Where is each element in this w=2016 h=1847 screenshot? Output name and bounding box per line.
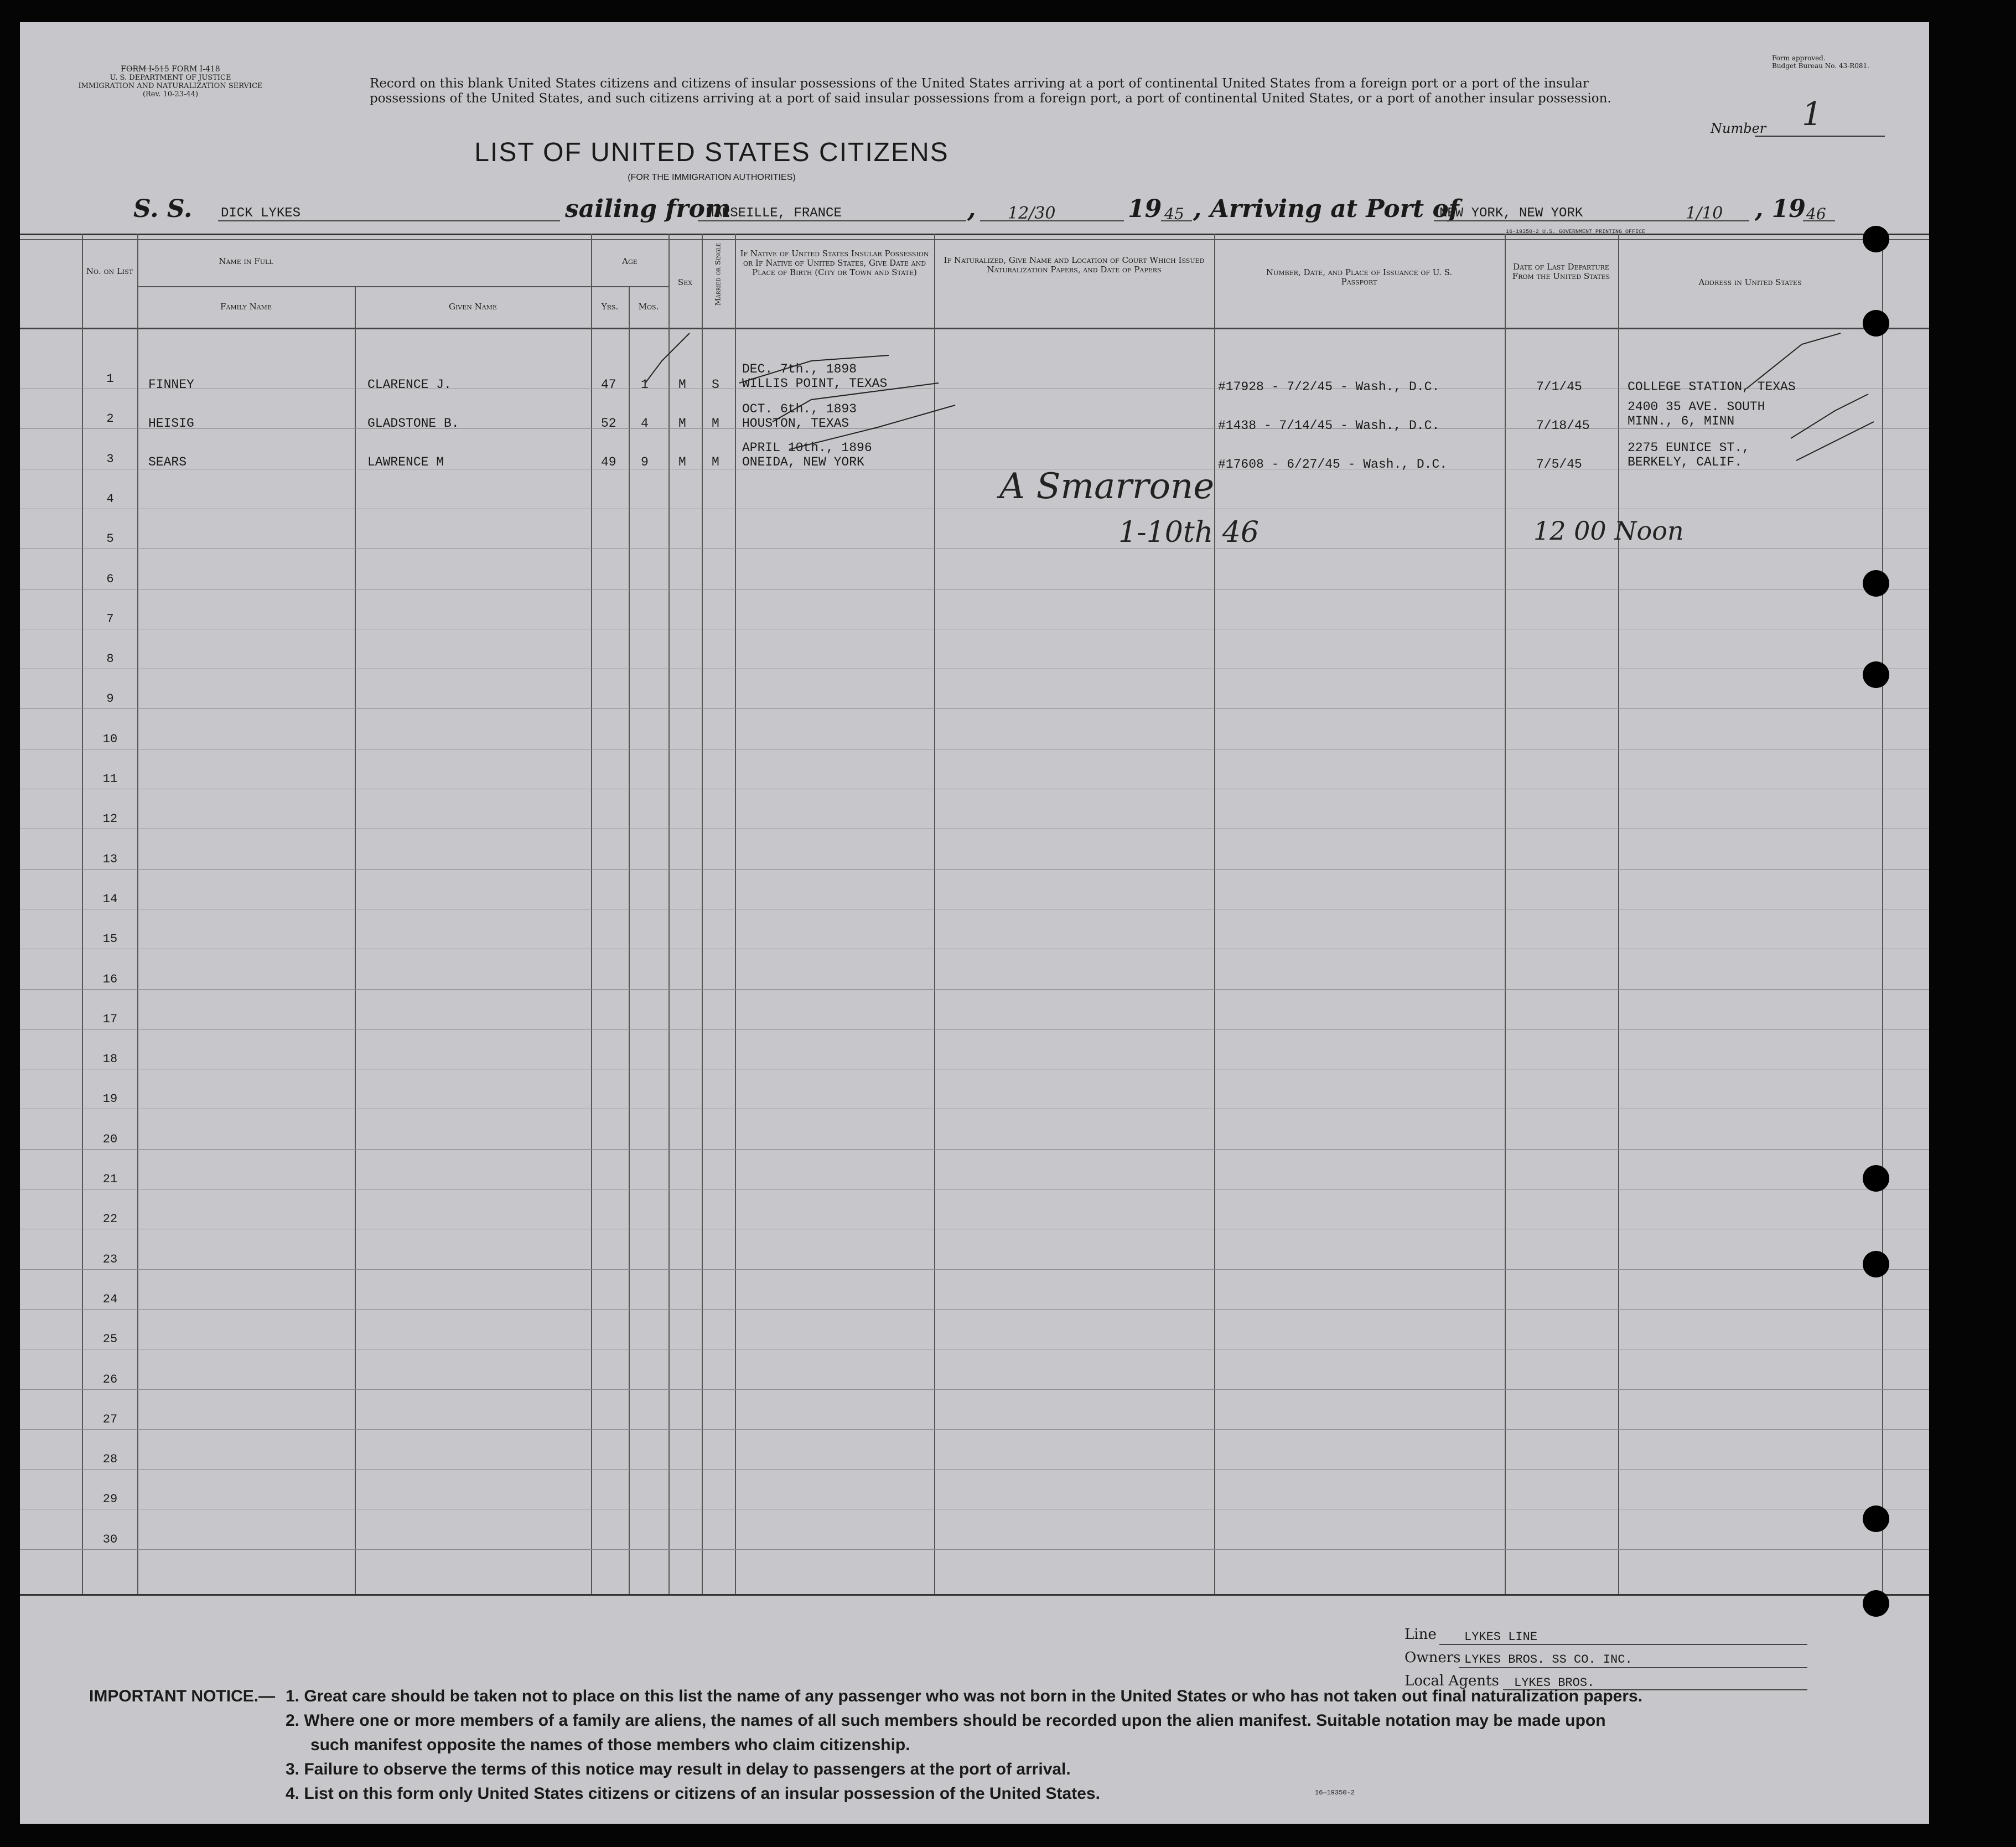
birth-place: HOUSTON, TEXAS xyxy=(742,416,849,431)
row-number: 20 xyxy=(102,1132,118,1146)
row-number: 17 xyxy=(102,1012,118,1026)
row-number: 6 xyxy=(106,572,114,586)
header-sex: Sex xyxy=(677,277,693,287)
arrival-port: NEW YORK, NEW YORK xyxy=(1439,206,1583,221)
form-identification xyxy=(65,65,276,99)
row-number: 14 xyxy=(102,892,118,906)
revision-date: (Rev. 10-23-44) xyxy=(142,90,199,99)
punch-hole xyxy=(1863,1165,1889,1192)
row-number: 18 xyxy=(102,1052,118,1067)
address-line-2: BERKELY, CALIF. xyxy=(1628,455,1743,469)
row-number: 11 xyxy=(102,772,118,786)
line-label: Line xyxy=(1405,1626,1437,1643)
arriving-label: , Arriving at Port of xyxy=(1193,195,1459,223)
family-name: SEARS xyxy=(148,455,187,469)
row-number: 2 xyxy=(106,412,114,426)
header-married: Married or Single xyxy=(714,242,723,306)
header-family-name: Family Name xyxy=(220,302,272,312)
number-underline xyxy=(1755,136,1885,137)
row-number: 9 xyxy=(106,692,114,706)
family-name: FINNEY xyxy=(148,377,194,392)
punch-hole xyxy=(1863,661,1889,688)
agents-label: Local Agents xyxy=(1405,1673,1499,1689)
header-naturalized: If Naturalized, Give Name and Location of Court Which Issued Naturalization Papers, and Date of Papers xyxy=(944,255,1205,275)
departure-date: 12/30 xyxy=(1008,204,1056,223)
row-number: 24 xyxy=(102,1292,118,1306)
birth-date: OCT. 6th., 1893 xyxy=(742,402,857,416)
sex: M xyxy=(678,416,686,431)
form-approved-text: Form approved. xyxy=(1772,54,1826,62)
age-months: 1 xyxy=(641,377,649,392)
marital-status: M xyxy=(712,416,719,431)
marital-status: M xyxy=(712,455,719,469)
birth-date: APRIL 10th., 1896 xyxy=(742,441,872,455)
arrival-date: 1/10 xyxy=(1686,204,1723,223)
page-subtitle: (FOR THE IMMIGRATION AUTHORITIES) xyxy=(628,173,796,182)
notice-item-4: 4. List on this form only United States citizens or citizens of an insular possession of the United States. xyxy=(286,1784,1100,1803)
passport-info: #1438 - 7/14/45 - Wash., D.C. xyxy=(1218,418,1440,433)
header-passport: Number, Date, and Place of Issuance of U. S. Passport xyxy=(1266,267,1453,287)
print-code: 16-19350-2 U.S. GOVERNMENT PRINTING OFFICE xyxy=(1506,229,1646,235)
line-value: LYKES LINE xyxy=(1464,1630,1538,1644)
record-instructions: Record on this blank United States citizens and citizens of insular possessions of the United States arriving at a port of continental United States from a foreign port or a port of the insular possessions of the United States, and such citizens arriving at a port of said insular possessions from a foreign port, a port of continental United States, or a port of another insular possession. xyxy=(370,76,1611,106)
notice-item-3: 3. Failure to observe the terms of this notice may result in delay to passengers at the port of arrival. xyxy=(286,1760,1071,1778)
punch-hole xyxy=(1863,1251,1889,1277)
row-rule xyxy=(20,708,1929,709)
row-rule xyxy=(20,1269,1929,1270)
age-years: 47 xyxy=(601,377,616,392)
departure-date: 7/18/45 xyxy=(1536,418,1590,433)
agents-value: LYKES BROS. xyxy=(1514,1676,1595,1690)
service-name: IMMIGRATION AND NATURALIZATION SERVICE xyxy=(78,82,263,90)
arrival-year-prefix: , 19 xyxy=(1755,195,1806,223)
given-name: CLARENCE J. xyxy=(367,377,452,392)
inspector-signature: A Smarrone xyxy=(999,466,1215,507)
punch-hole xyxy=(1863,1590,1889,1617)
age-months: 4 xyxy=(641,416,649,431)
passport-info: #17608 - 6/27/45 - Wash., D.C. xyxy=(1218,457,1448,472)
punch-hole xyxy=(1863,310,1889,337)
owners-label: Owners xyxy=(1405,1649,1461,1666)
row-rule xyxy=(20,1429,1929,1430)
address-tick-marks xyxy=(1708,328,1885,472)
row-number: 28 xyxy=(102,1452,118,1467)
row-number: 29 xyxy=(102,1492,118,1507)
row-rule xyxy=(20,1149,1929,1150)
age-years: 49 xyxy=(601,455,616,469)
row-number: 4 xyxy=(106,492,114,506)
row-rule xyxy=(20,869,1929,870)
sailing-from-label: sailing from xyxy=(565,195,731,223)
arrival-year: 46 xyxy=(1806,205,1826,223)
given-name: GLADSTONE B. xyxy=(367,416,459,431)
header-address: Address in United States xyxy=(1698,277,1802,287)
departure-date: 7/5/45 xyxy=(1536,457,1582,472)
departure-year-prefix: 19 xyxy=(1128,195,1162,223)
address-line-1: COLLEGE STATION, TEXAS xyxy=(1628,380,1796,394)
punch-hole xyxy=(1863,570,1889,597)
address-line-1: 2275 EUNICE ST., xyxy=(1628,441,1750,455)
departure-date: 7/1/45 xyxy=(1536,380,1582,394)
number-label: Number xyxy=(1711,121,1766,136)
age-months: 9 xyxy=(641,455,649,469)
row-number: 16 xyxy=(102,972,118,986)
header-age: Age xyxy=(622,256,638,266)
passenger-table xyxy=(20,229,1929,1595)
header-yrs: Yrs. xyxy=(601,302,619,312)
row-number: 12 xyxy=(102,812,118,826)
punch-hole xyxy=(1863,1505,1889,1532)
header-given-name: Given Name xyxy=(448,302,497,312)
notice-item-2: 2. Where one or more members of a family are aliens, the names of all such members should be recorded upon the alien manifest. Suitable notation may be made upon xyxy=(286,1711,1606,1730)
address-line-2: MINN., 6, MINN xyxy=(1628,414,1735,428)
row-number: 10 xyxy=(102,732,118,746)
budget-bureau-text: Budget Bureau No. 43-R081. xyxy=(1772,62,1869,70)
family-name: HEISIG xyxy=(148,416,194,431)
row-number: 26 xyxy=(102,1372,118,1386)
birth-place: ONEIDA, NEW YORK xyxy=(742,455,864,469)
row-rule xyxy=(20,1469,1929,1470)
row-number: 22 xyxy=(102,1212,118,1227)
departure-port: MARSEILLE, FRANCE xyxy=(706,206,842,221)
sex: M xyxy=(678,455,686,469)
inspection-time: 12 00 Noon xyxy=(1533,516,1684,546)
row-rule xyxy=(20,1549,1929,1550)
header-departure: Date of Last Departure From the United States xyxy=(1512,262,1610,281)
tick-marks xyxy=(629,322,1580,488)
row-rule xyxy=(20,1389,1929,1390)
form-number: FORM I-418 xyxy=(172,65,220,74)
row-rule xyxy=(20,1309,1929,1310)
row-number: 13 xyxy=(102,852,118,866)
header-no-on-list: No. on List xyxy=(86,266,133,276)
notice-item-2-cont: such manifest opposite the names of those members who claim citizenship. xyxy=(310,1736,910,1754)
ship-name: DICK LYKES xyxy=(221,206,301,221)
header-native: If Native of United States Insular Possession or If Native of United States, Give Date and Place of Birth (City or Town and State) xyxy=(740,249,929,277)
form-approval xyxy=(1772,54,1869,70)
marital-status: S xyxy=(712,377,719,392)
row-number: 27 xyxy=(102,1412,118,1426)
row-rule xyxy=(20,989,1929,990)
department-name: U. S. DEPARTMENT OF JUSTICE xyxy=(110,74,231,82)
owners-value: LYKES BROS. SS CO. INC. xyxy=(1464,1653,1633,1667)
number-value: 1 xyxy=(1802,95,1822,133)
notice-title: IMPORTANT NOTICE.— xyxy=(89,1687,276,1705)
age-years: 52 xyxy=(601,416,616,431)
header-mos: Mos. xyxy=(638,302,659,312)
inspection-date: 1-10th 46 xyxy=(1118,516,1259,549)
struck-form-number: FORM I-515 xyxy=(121,65,169,74)
departure-year: 45 xyxy=(1164,205,1184,223)
row-number: 1 xyxy=(106,372,114,386)
punch-hole xyxy=(1863,226,1889,252)
page-title: LIST OF UNITED STATES CITIZENS xyxy=(474,138,949,167)
birth-date: DEC. 7th., 1898 xyxy=(742,362,857,376)
ss-label: S. S. xyxy=(133,195,193,223)
row-number: 5 xyxy=(106,532,114,546)
manifest-page: FORM I-515 FORM I-418 U. S. DEPARTMENT OF JUSTICE IMMIGRATION AND NATURALIZATION SERVICE (Rev. 10-23-44) Record on this blank United States citizens and citizens of insular possessions of the United States arriving at a port of continental United States from a foreign port or a port of the insular possessions of the United States, and such citizens arriving at a port of said insular possessions from a foreign port, a port of continental United States, or a port of another insular possession. Form approved. Budget Bureau No. 43-R081. Number 1 LIST OF UNITED STATES CITIZENS (FOR THE IMMIGRATION AUTHORITIES) S. S. DICK LYKES sailing from MARSEILLE, FRANCE , 12/30 19 45 , Arriving at Port of NEW YORK, NEW YORK 1/10 , 19 46 16-19350-2 U.S. GOVERNMENT PRINTING OFFICE No. on List Name in Full Family Name Given Name Age Yrs. Mos. Sex Married or Single If Native of United States Insular Possession or If Native of United States, Give Date and Place of Birth (City or Town and State) If Naturalized, Give Name and Location of Court Which Issued Naturalization Papers, and Date of Papers Number, Date, and Place of Issuance of U. S. Passport Date of Last Departure From the United States Address in United States 1 2 3 4 5 6 7 8 9 10 11 12 13 14 15 16 17 18 19 20 21 22 23 24 25 26 27 28 29 30 FINNEY CLARENCE J. 47 1 M S DEC. 7th., 1898 WILLIS POINT, TEXAS #17928 - 7/2/45 - Wash., D.C. 7/1/45 COLLEGE STATION, TEXAS HEISIG GLADSTONE B. 52 4 M M OCT. 6th., 1893 HOUSTON, TEXAS #1438 - 7/14/45 - Wash., D.C. 7/18/45 2400 35 AVE. SOUTH MINN., 6, MINN SEARS LAWRENCE M 49 9 M M APRIL 10th., 1896 ONEIDA, NEW YORK #17608 - 6/27/45 - Wash., D.C. 7/5/45 2275 EUNICE ST., BERKELY, CALIF. A Smarrone 1-10th 46 12 00 Noon Line LYKES LINE Owners LYKES BROS. SS CO. INC. Local Agents LYKES BROS. IMPORTANT NOTICE.— 1. Great care should be taken not to place on this list the name of any passenger who was not born in the United States or who has not taken out final naturalization papers. 2. Where one or more members of a family are aliens, the names of all such members should be recorded upon the alien manifest. Suitable notation may be made upon such manifest opposite the names of those members who claim citizenship. 3. Failure to observe the terms of this notice may result in delay to passengers at the port of arrival. 4. List on this form only United States citizens or citizens of an insular possession of the United States. 16—19350-2 xyxy=(20,22,1929,1824)
passport-info: #17928 - 7/2/45 - Wash., D.C. xyxy=(1218,380,1440,394)
row-number: 19 xyxy=(102,1092,118,1106)
footer-code: 16—19350-2 xyxy=(1315,1789,1355,1797)
sex: M xyxy=(678,377,686,392)
row-number: 15 xyxy=(102,932,118,946)
row-number: 30 xyxy=(102,1532,118,1546)
row-number: 8 xyxy=(106,652,114,666)
row-number: 21 xyxy=(102,1172,118,1186)
header-name-in-full: Name in Full xyxy=(219,256,273,266)
given-name: LAWRENCE M xyxy=(367,455,444,469)
row-number: 3 xyxy=(106,452,114,466)
birth-place: WILLIS POINT, TEXAS xyxy=(742,376,888,391)
row-number: 7 xyxy=(106,612,114,626)
address-line-1: 2400 35 AVE. SOUTH xyxy=(1628,400,1765,414)
row-number: 25 xyxy=(102,1332,118,1347)
row-number: 23 xyxy=(102,1252,118,1266)
notice-item-1: 1. Great care should be taken not to place on this list the name of any passenger who was not born in the United States or who has not taken out final naturalization papers. xyxy=(286,1687,1643,1705)
